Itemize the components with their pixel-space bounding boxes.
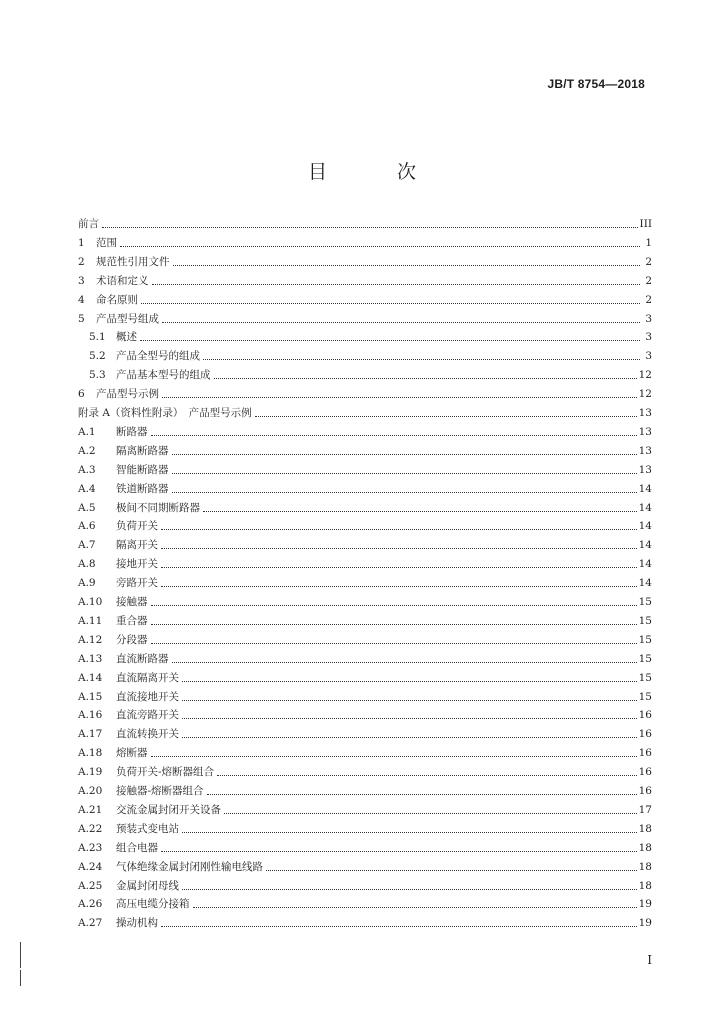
toc-entry-number: 2 (78, 255, 85, 268)
toc-dot-leader (203, 358, 640, 360)
toc-entry (78, 232, 652, 250)
toc-entry-page: 15 (638, 652, 652, 665)
toc-entry-number: 3 (78, 274, 85, 287)
toc-dot-leader (151, 642, 637, 644)
toc-entry-number: A.25 (78, 879, 103, 892)
toc-entry (78, 421, 652, 439)
toc-entry (78, 402, 652, 420)
toc-entry-number: A.12 (78, 633, 103, 646)
toc-entry (78, 648, 652, 666)
toc-entry-page: 3 (645, 350, 652, 363)
toc-dot-leader (172, 453, 637, 455)
toc-entry-number: A.3 (78, 463, 96, 476)
document-code: JB/T 8754—2018 (547, 77, 645, 91)
toc-dot-leader (140, 339, 640, 341)
toc-entry (78, 799, 652, 817)
toc-dot-leader (172, 491, 637, 493)
toc-entry-page: 12 (638, 369, 652, 382)
toc-dot-leader (255, 415, 637, 417)
toc-entry (89, 364, 652, 382)
toc-entry (78, 629, 652, 647)
toc-dot-leader (207, 793, 637, 795)
toc-entry-page: 16 (638, 747, 652, 760)
toc-entry-page: 12 (638, 388, 652, 401)
toc-entry-page: 16 (638, 766, 652, 779)
toc-dot-leader (161, 528, 637, 530)
toc-dot-leader (203, 510, 637, 512)
toc-dot-leader (182, 888, 637, 890)
toc-entry-number: A.13 (78, 652, 103, 665)
toc-entry-number: 4 (78, 293, 85, 306)
toc-entry-number: A.2 (78, 444, 96, 457)
toc-entry-title: 直流接地开关 (116, 690, 179, 703)
toc-dot-leader (151, 434, 637, 436)
toc-entry (78, 553, 652, 571)
toc-entry-number: 5.2 (89, 350, 106, 363)
toc-entry-title: 产品型号示例 (96, 388, 159, 401)
toc-entry-page: 14 (638, 558, 652, 571)
toc-entry (78, 270, 652, 288)
toc-entry-page: 14 (638, 577, 652, 590)
toc-entry-title: 产品型号组成 (96, 312, 159, 325)
toc-entry (78, 478, 652, 496)
toc-entry-number: A.15 (78, 690, 103, 703)
toc-entry-title: 概述 (116, 331, 137, 344)
toc-entry-page: 13 (638, 463, 652, 476)
toc-entry-title: 负荷开关 (116, 520, 158, 533)
toc-dot-leader (266, 869, 637, 871)
toc-dot-leader (172, 472, 637, 474)
toc-dot-leader (102, 226, 638, 228)
toc-entry (78, 459, 652, 477)
toc-entry-title: 直流断路器 (116, 652, 169, 665)
toc-entry-title: 组合电器 (116, 841, 158, 854)
toc-entry-number: A.8 (78, 558, 96, 571)
toc-dot-leader (217, 774, 637, 776)
toc-entry (78, 761, 652, 779)
toc-entry-page: 3 (645, 312, 652, 325)
toc-entry-page: 13 (638, 407, 652, 419)
toc-entry-page: 15 (638, 690, 652, 703)
toc-entry (78, 572, 652, 590)
toc-entry-title: 附录 A（资料性附录） 产品型号示例 (78, 407, 252, 419)
toc-entry-number: A.1 (78, 425, 96, 438)
toc-entry-number: 5.3 (89, 369, 106, 382)
toc-dot-leader (161, 850, 637, 852)
toc-entry-page: 19 (638, 917, 652, 930)
toc-entry (78, 251, 652, 269)
toc-entry-page: 18 (638, 841, 652, 854)
toc-entry-number: 5.1 (89, 331, 106, 344)
toc-entry-page: 18 (638, 879, 652, 892)
toc-entry-page: 15 (638, 671, 652, 684)
toc-entry-title: 预装式变电站 (116, 822, 179, 835)
toc-entry-title: 直流隔离开关 (116, 671, 179, 684)
toc-dot-leader (162, 396, 637, 398)
toc-entry-title: 分段器 (116, 633, 148, 646)
toc-entry (78, 742, 652, 760)
toc-entry (78, 686, 652, 704)
toc-entry-page: 13 (638, 425, 652, 438)
toc-entry-page: 1 (645, 236, 652, 249)
toc-entry-title: 命名原则 (96, 293, 138, 306)
toc-entry-page: 18 (638, 860, 652, 873)
toc-dot-leader (161, 585, 637, 587)
toc-entry-title: 接触器-熔断器组合 (116, 785, 204, 797)
toc-dot-leader (182, 717, 637, 719)
toc-entry-number: A.17 (78, 728, 103, 741)
toc-entry (78, 780, 652, 798)
toc-entry-number: A.9 (78, 577, 96, 590)
toc-entry-number: 5 (78, 312, 85, 325)
toc-entry-page: 15 (638, 614, 652, 627)
toc-entry-page: 2 (645, 293, 652, 306)
page-number: I (647, 953, 652, 967)
toc-entry-title: 操动机构 (116, 917, 158, 930)
toc-entry (78, 440, 652, 458)
toc-entry-title: 规范性引用文件 (96, 255, 170, 268)
toc-entry-page: 2 (645, 274, 652, 287)
toc-entry-title: 交流金属封闭开关设备 (116, 803, 221, 816)
toc-entry (78, 912, 652, 930)
toc-dot-leader (151, 623, 637, 625)
toc-entry-number: A.21 (78, 803, 103, 816)
toc-entry (78, 383, 652, 401)
toc-entry (78, 497, 652, 515)
toc-dot-leader (151, 604, 637, 606)
toc-dot-leader (172, 661, 637, 663)
toc-entry-number: A.23 (78, 841, 103, 854)
toc-entry (78, 534, 652, 552)
toc-entry-page: 19 (638, 898, 652, 911)
toc-entry-number: A.24 (78, 860, 103, 873)
toc-entry-number: A.5 (78, 501, 96, 514)
toc-entry-page: 13 (638, 444, 652, 457)
toc-entry-title: 极间不同期断路器 (116, 501, 200, 514)
toc-entry-title: 铁道断路器 (116, 482, 169, 495)
toc-entry-number: A.14 (78, 671, 103, 684)
toc-entry-title: 重合器 (116, 614, 148, 627)
toc-entry-page: 18 (638, 822, 652, 835)
toc-entry-number: A.27 (78, 917, 103, 930)
toc-dot-leader (182, 736, 637, 738)
toc-entry-title: 产品全型号的组成 (116, 350, 200, 363)
toc-entry-page: 2 (645, 255, 652, 268)
toc-entry-title: 接地开关 (116, 558, 158, 571)
toc-entry-number: A.10 (78, 596, 103, 608)
toc-entry (78, 515, 652, 533)
toc-entry-page: 16 (638, 709, 652, 722)
toc-entry-number: A.20 (78, 785, 103, 797)
toc-dot-leader (151, 755, 637, 757)
toc-dot-leader (162, 321, 640, 323)
toc-entry-number: A.26 (78, 898, 103, 911)
toc-entry-page: 14 (638, 501, 652, 514)
toc-entry (78, 856, 652, 874)
toc-entry-page: 16 (638, 728, 652, 741)
toc-entry (78, 213, 652, 231)
toc-entry-number: A.7 (78, 539, 96, 552)
toc-entry (78, 667, 652, 685)
toc-entry (78, 875, 652, 893)
toc-entry-number: 1 (78, 236, 85, 249)
toc-entry-page: III (639, 218, 652, 230)
toc-entry-number: A.11 (78, 614, 103, 627)
toc-entry-title: 范围 (96, 236, 117, 249)
toc-entry-number: A.18 (78, 747, 103, 760)
toc-entry-title: 熔断器 (116, 747, 148, 760)
toc-entry-title: 前言 (78, 218, 99, 230)
toc-entry-title: 隔离断路器 (116, 444, 169, 457)
toc-dot-leader (173, 264, 641, 266)
toc-entry-number: A.6 (78, 520, 96, 533)
toc-dot-leader (152, 283, 641, 285)
toc-entry-title: 隔离开关 (116, 539, 158, 552)
toc-dot-leader (224, 812, 637, 814)
toc-entry-title: 金属封闭母线 (116, 879, 179, 892)
toc-dot-leader (120, 245, 640, 247)
toc-entry (78, 610, 652, 628)
toc-dot-leader (214, 377, 637, 379)
toc-dot-leader (161, 566, 637, 568)
toc-entry-number: A.4 (78, 482, 96, 495)
toc-dot-leader (182, 699, 637, 701)
toc-entry-number: A.16 (78, 709, 103, 722)
toc-entry-page: 14 (638, 539, 652, 552)
toc-entry-page: 15 (638, 633, 652, 646)
toc-entry-title: 术语和定义 (96, 274, 149, 287)
toc-entry-number: 6 (78, 388, 85, 401)
page-title: 目 次 (307, 161, 449, 183)
scan-margin-line (20, 970, 21, 986)
toc-entry-title: 旁路开关 (116, 577, 158, 590)
toc-entry-title: 直流转换开关 (116, 728, 179, 741)
toc-entry-title: 产品基本型号的组成 (116, 369, 211, 382)
toc-entry-page: 16 (638, 785, 652, 797)
toc-dot-leader (161, 925, 637, 927)
toc-entry-title: 高压电缆分接箱 (116, 898, 190, 911)
toc-entry (78, 704, 652, 722)
toc-dot-leader (161, 547, 637, 549)
toc-dot-leader (193, 906, 637, 908)
toc-entry-number: A.19 (78, 766, 103, 779)
toc-entry-title: 断路器 (116, 425, 148, 438)
toc-entry-page: 14 (638, 520, 652, 533)
toc-dot-leader (141, 302, 640, 304)
toc-entry-page: 3 (645, 331, 652, 344)
toc-entry (89, 326, 652, 344)
toc-entry-title: 气体绝缘金属封闭刚性输电线路 (116, 860, 263, 873)
toc-entry (89, 345, 652, 363)
toc-entry-page: 14 (638, 482, 652, 495)
toc-entry (78, 591, 652, 609)
toc-dot-leader (182, 831, 637, 833)
toc-entry-number: A.22 (78, 822, 103, 835)
toc-entry-title: 接触器 (116, 596, 148, 608)
toc-entry-page: 15 (638, 596, 652, 608)
toc-entry (78, 308, 652, 326)
toc-entry-title: 智能断路器 (116, 463, 169, 476)
toc-entry-title: 直流旁路开关 (116, 709, 179, 722)
toc-entry-page: 17 (638, 803, 652, 816)
toc-entry (78, 837, 652, 855)
toc-entry (78, 893, 652, 911)
toc-dot-leader (182, 680, 637, 682)
toc-entry (78, 818, 652, 836)
toc-entry (78, 723, 652, 741)
toc-entry-title: 负荷开关-熔断器组合 (116, 766, 215, 779)
scan-margin-line (20, 942, 21, 968)
toc-entry (78, 289, 652, 307)
